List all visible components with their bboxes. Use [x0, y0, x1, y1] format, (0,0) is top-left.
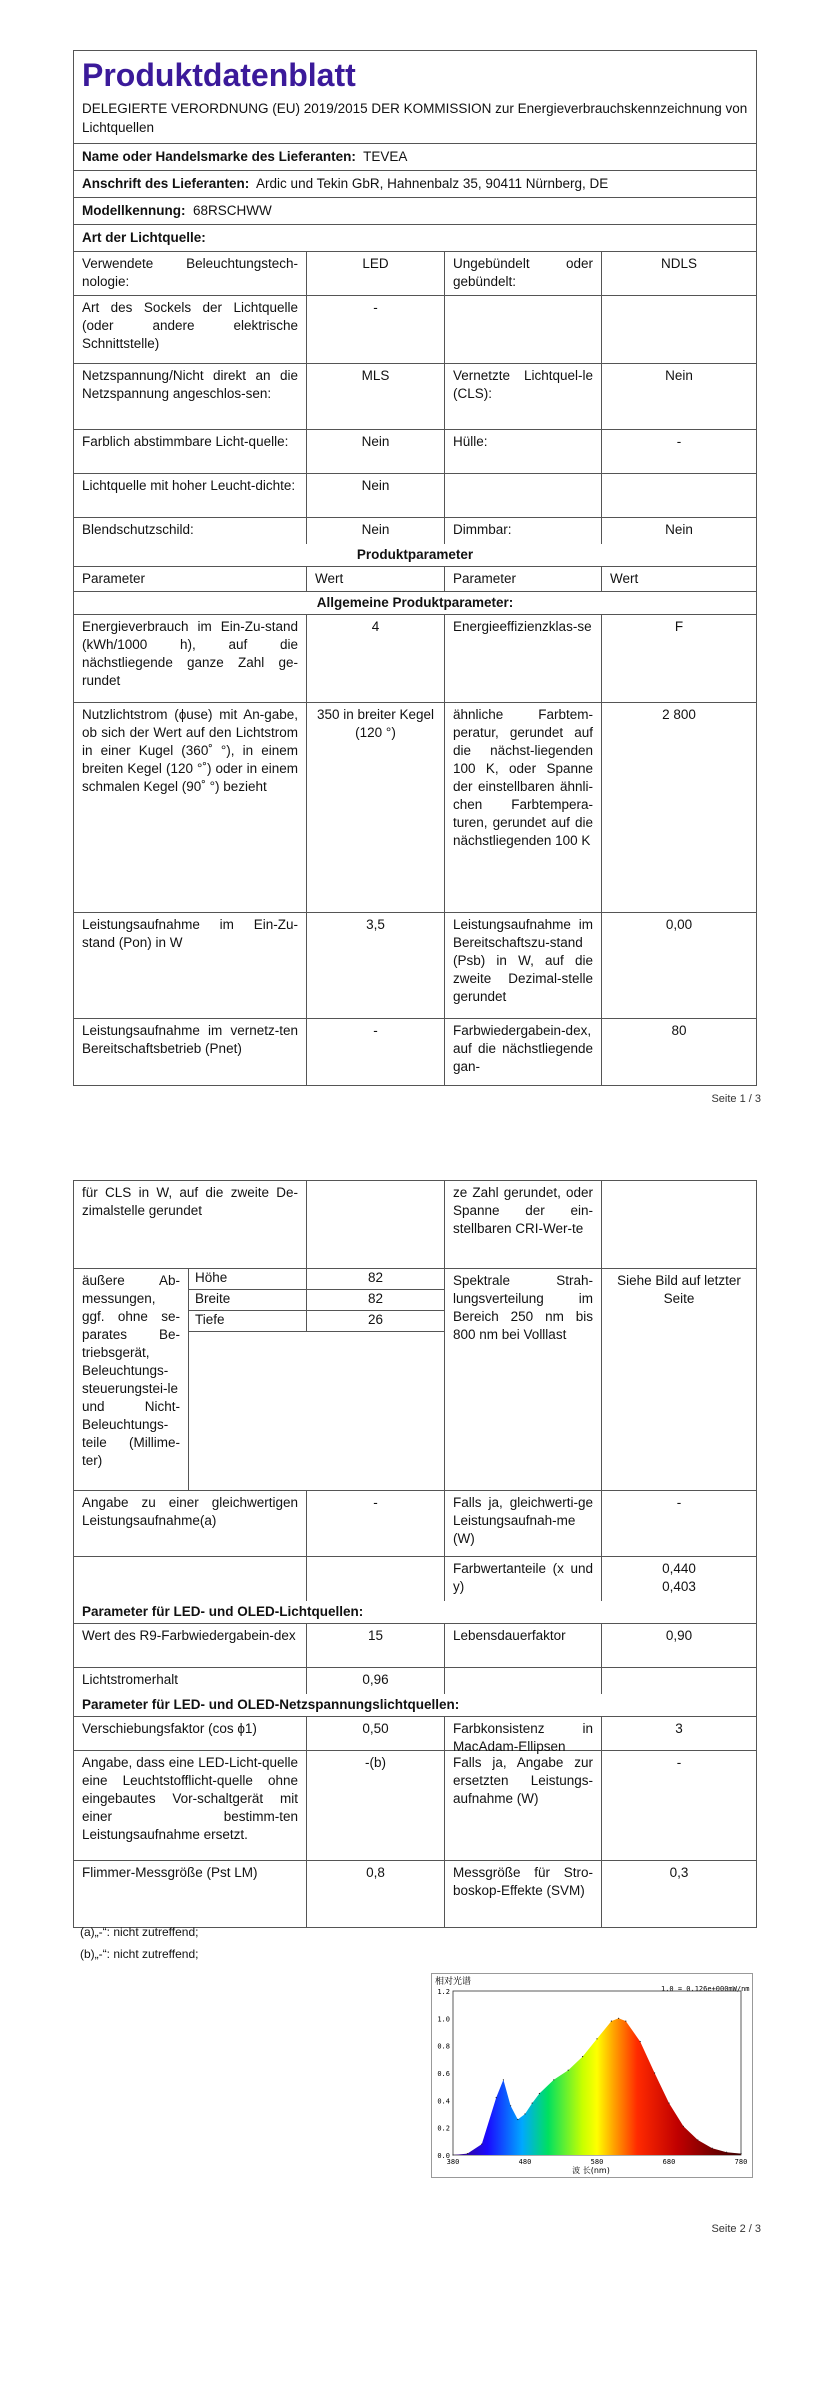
table-row — [74, 1019, 756, 1085]
value-left: LED — [307, 252, 445, 295]
page-2 — [0, 1130, 827, 2400]
led-params-heading: Parameter für LED- und OLED-Lichtquellen: — [82, 1604, 364, 1619]
hdr-param-1: Parameter — [74, 567, 307, 591]
value-left: 0,96 — [307, 1668, 445, 1694]
value-right: 0,3 — [669, 1865, 689, 1880]
value-right: - — [676, 434, 682, 449]
value-left: -(b) — [307, 1751, 445, 1860]
value-right: Nein — [665, 522, 693, 537]
y-tick-label: 0.6 — [437, 2070, 450, 2078]
table-row — [74, 913, 756, 1019]
y-tick-label: 0.0 — [437, 2152, 450, 2160]
value-right: - — [676, 1495, 682, 1510]
cont-value-2 — [602, 1181, 756, 1268]
value-left: 350 in breiter Kegel (120 °) — [307, 703, 445, 912]
spectrum-point — [503, 2079, 504, 2080]
page-number: Seite 1 / 3 — [711, 1093, 761, 1105]
value-left: Nein — [307, 518, 445, 544]
supplier-address-label: Anschrift des Lieferanten: — [82, 176, 250, 191]
y-tick-label: 1.2 — [437, 1988, 450, 1996]
value-left: - — [307, 1019, 445, 1085]
spectrum-point — [539, 2093, 540, 2094]
x-tick-label: 380 — [446, 2158, 460, 2166]
supplier-name-row — [74, 144, 756, 171]
spectrum-point — [640, 2041, 641, 2042]
dimension-label: Tiefe — [189, 1311, 307, 1331]
light-source-type-heading: Art der Lichtquelle: — [82, 230, 206, 245]
param-right — [445, 1668, 602, 1694]
param-right: Farbkonsistenz in MacAdam-Ellipsen — [445, 1717, 602, 1750]
dimension-value: 82 — [367, 1291, 384, 1306]
dimension-label: Höhe — [189, 1269, 307, 1289]
dimension-value: 26 — [367, 1312, 384, 1327]
table-row — [74, 364, 756, 430]
spectrum-point — [740, 2153, 741, 2154]
spectrum-point — [553, 2079, 554, 2080]
table-row — [74, 252, 756, 296]
spectrum-point — [618, 2018, 619, 2019]
x-tick-label: 580 — [590, 2158, 604, 2166]
spectrum-point — [568, 2070, 569, 2071]
param-right: Dimmbar: — [445, 518, 602, 544]
general-params-row — [74, 592, 756, 615]
y-tick-label: 0.2 — [437, 2124, 450, 2133]
spectrum-point — [496, 2097, 497, 2098]
led-params-row — [74, 1601, 756, 1624]
model-id: 68RSCHWW — [193, 203, 272, 218]
spectrum-value: Siehe Bild auf letzter Seite — [617, 1273, 741, 1306]
header-row — [74, 567, 756, 592]
cont-value-1 — [307, 1181, 445, 1268]
table-row — [74, 296, 756, 364]
model-row — [74, 198, 756, 225]
dimension-label: Breite — [189, 1290, 307, 1310]
param-left: Angabe, dass eine LED-Licht-quelle eine Leuchtstofflicht-quelle ohne eingebautes Vor-schaltgerät mit einer bestimm-ten Leistungsaufnahme ersetzt. — [74, 1751, 307, 1860]
param-left: Nutzlichtstrom (ϕuse) mit An-gabe, ob sich der Wert auf den Lichtstrom in einer Kugel (360˚ °), in einem breiten Kegel (120 °˚) oder in einem schmalen Kegel (90˚ °) bezieht — [74, 703, 307, 912]
param-right: Leistungsaufnahme im Bereitschaftszu-stand (Psb) in W, auf die zweite Dezimal-stelle gerundet — [445, 913, 602, 1018]
datasheet-table-page1 — [73, 50, 757, 1086]
value-left: - — [307, 1491, 445, 1556]
cont-param-1: für CLS in W, auf die zweite De-zimalstelle gerundet — [74, 1181, 307, 1268]
value-left — [307, 1557, 445, 1601]
param-right: Vernetzte Lichtquel-le (CLS): — [445, 364, 602, 429]
spectrum-point — [697, 2139, 698, 2140]
spectrum-point — [517, 2119, 518, 2120]
led-mains-params-heading: Parameter für LED- und OLED-Netzspannungslichtquellen: — [82, 1697, 460, 1712]
spectrum-point — [532, 2102, 533, 2103]
value-right: 80 — [671, 1023, 687, 1038]
value-right — [602, 474, 756, 517]
spectrum-point — [467, 2153, 468, 2154]
table-row — [74, 430, 756, 474]
table-row — [74, 1557, 756, 1601]
table-row — [74, 1668, 756, 1694]
dimension-row — [189, 1290, 444, 1311]
dimension-row — [189, 1269, 444, 1290]
table-row — [74, 703, 756, 913]
value-left: 4 — [307, 615, 445, 702]
param-right: Lebensdauerfaktor — [445, 1624, 602, 1667]
value-right: Nein — [665, 368, 693, 383]
general-params-rows — [74, 615, 756, 1085]
value-left: 3,5 — [307, 913, 445, 1018]
param-right: Farbwertanteile (x und y) — [445, 1557, 602, 1601]
param-left: Verwendete Beleuchtungstech-nologie: — [74, 252, 307, 295]
spectrum-point — [654, 2072, 655, 2073]
value-right: - — [676, 1755, 682, 1770]
dimensions-values — [189, 1269, 444, 1490]
spectrum-point — [726, 2152, 727, 2153]
product-params-row — [74, 544, 756, 567]
param-left: Angabe zu einer gleichwertigen Leistungsaufnahme(a) — [74, 1491, 307, 1556]
param-left: Leistungsaufnahme im Ein-Zu-stand (Pon) in W — [74, 913, 307, 1018]
light-source-type-row — [74, 225, 756, 252]
param-right: Falls ja, Angabe zur ersetzten Leistungs-aufnahme (W) — [445, 1751, 602, 1860]
spectrum-point — [524, 2113, 525, 2114]
spectrum-point — [712, 2148, 713, 2149]
spectrum-point — [481, 2143, 482, 2144]
datasheet-table-page2 — [73, 1180, 757, 1928]
dimension-row — [189, 1311, 444, 1332]
table-row — [74, 1717, 756, 1754]
value-left: MLS — [307, 364, 445, 429]
param-left: Energieverbrauch im Ein-Zu-stand (kWh/1000 h), auf die nächstliegende ganze Zahl ge-rundet — [74, 615, 307, 702]
param-left: Lichtstromerhalt — [74, 1668, 307, 1694]
table-row — [74, 1751, 756, 1861]
regulation-text: DELEGIERTE VERORDNUNG (EU) 2019/2015 DER KOMMISSION zur Energieverbrauchskennzeichnung von Lichtquellen — [82, 101, 748, 135]
supplier-address-row — [74, 171, 756, 198]
param-right: Falls ja, gleichwerti-ge Leistungsaufnah-me (W) — [445, 1491, 602, 1556]
value-right: NDLS — [660, 256, 697, 271]
cont-param-2: ze Zahl gerundet, oder Spanne der ein-stellbaren CRI-Wer-te — [445, 1181, 602, 1268]
value-left: Nein — [307, 474, 445, 517]
param-left: Art des Sockels der Lichtquelle (oder andere elektrische Schnittstelle) — [74, 296, 307, 363]
continued-row — [74, 1181, 756, 1269]
x-tick-label: 780 — [734, 2158, 748, 2166]
param-right: Energieeffizienzklas-se — [445, 615, 602, 702]
param-left: Wert des R9-Farbwiedergabein-dex — [74, 1624, 307, 1667]
page-1 — [0, 0, 827, 1130]
spectrum-point — [582, 2056, 583, 2057]
spectrum-chart — [431, 1973, 753, 2178]
dimension-value: 82 — [367, 1270, 384, 1285]
value-left: - — [307, 296, 445, 363]
page-number-2: Seite 2 / 3 — [711, 2223, 761, 2235]
value-left: 15 — [307, 1624, 445, 1667]
dimensions-row — [74, 1269, 756, 1491]
table-row — [74, 1624, 756, 1668]
title-row — [74, 51, 756, 144]
value-right — [602, 296, 756, 363]
param-left: Verschiebungsfaktor (cos ϕ1) — [74, 1717, 307, 1750]
x-tick-label: 680 — [662, 2158, 676, 2166]
param-left: Netzspannung/Nicht direkt an die Netzspannung angeschlos-sen: — [74, 364, 307, 429]
value-right: F — [674, 619, 684, 634]
table-row — [74, 1861, 756, 1927]
hdr-param-2: Parameter — [445, 567, 602, 591]
table-row — [74, 518, 756, 544]
y-tick-label: 0.8 — [437, 2042, 450, 2051]
page-title: Produktdatenblatt — [82, 57, 356, 93]
general-params-heading: Allgemeine Produktparameter: — [316, 595, 514, 610]
spectrum-point — [596, 2038, 597, 2039]
x-tick-label: 480 — [518, 2158, 532, 2166]
value-left: 0,8 — [307, 1861, 445, 1927]
value-right: 0,440 0,403 — [662, 1561, 696, 1594]
footnote-b: (b)„-“: nicht zutreffend; — [80, 1947, 199, 1961]
value-right: 0,00 — [665, 917, 693, 932]
hdr-value-1: Wert — [307, 567, 445, 591]
param-right — [445, 296, 602, 363]
param-left: Lichtquelle mit hoher Leucht-dichte: — [74, 474, 307, 517]
supplier-name: TEVEA — [363, 149, 408, 164]
param-right: Ungebündelt oder gebündelt: — [445, 252, 602, 295]
supplier-address: Ardic und Tekin GbR, Hahnenbalz 35, 90411 Nürnberg, DE — [256, 176, 609, 191]
value-right — [602, 1668, 756, 1694]
param-right — [445, 474, 602, 517]
spectrum-point — [625, 2020, 626, 2021]
dimensions-cell — [74, 1269, 445, 1490]
table-row — [74, 474, 756, 518]
value-right: 0,90 — [665, 1628, 693, 1643]
chart-legend: 1.0 = 0.126e+000mW/nm — [661, 1985, 750, 1993]
spectrum-point — [611, 2020, 612, 2021]
param-left: Flimmer-Messgröße (Pst LM) — [74, 1861, 307, 1927]
y-tick-label: 0.4 — [437, 2097, 450, 2106]
supplier-name-label: Name oder Handelsmarke des Lieferanten: — [82, 149, 356, 164]
equivalent-power-rows — [74, 1491, 756, 1601]
table-row — [74, 615, 756, 703]
model-label: Modellkennung: — [82, 203, 186, 218]
product-params-heading: Produktparameter — [356, 547, 474, 562]
param-right: ähnliche Farbtem-peratur, gerundet auf die nächst-liegenden 100 K, oder Spanne der einstellbaren ähnli-chen Farbtempera-turen, gerundet auf die nächstliegenden 100 K — [445, 703, 602, 912]
led-params-rows — [74, 1624, 756, 1694]
hdr-value-2: Wert — [610, 571, 639, 586]
light-source-rows — [74, 252, 756, 544]
value-left: Nein — [307, 430, 445, 473]
led-mains-params-row — [74, 1694, 756, 1717]
param-left: Blendschutzschild: — [74, 518, 307, 544]
table-row — [74, 1491, 756, 1557]
param-left: Farblich abstimmbare Licht-quelle: — [74, 430, 307, 473]
spectrum-point — [452, 2154, 453, 2155]
param-left: Leistungsaufnahme im vernetz-ten Bereitschaftsbetrieb (Pnet) — [74, 1019, 307, 1085]
spectrum-point — [668, 2102, 669, 2103]
param-right: Hülle: — [445, 430, 602, 473]
footnote-a: (a)„-“: nicht zutreffend; — [80, 1925, 199, 1939]
param-right: Messgröße für Stro-boskop-Effekte (SVM) — [445, 1861, 602, 1927]
value-right: 2 800 — [662, 707, 696, 722]
param-left — [74, 1557, 307, 1601]
chart-title: 相对光谱 — [435, 1977, 472, 1987]
dimensions-label: äußere Ab-messungen, ggf. ohne se-parates Be-triebsgerät, Beleuchtungs-steuerungstei-le und Nicht-Beleuchtungs-teile (Millime-ter) — [74, 1269, 189, 1490]
value-right: 3 — [675, 1721, 683, 1736]
spectrum-point — [683, 2126, 684, 2127]
spectrum-point — [510, 2105, 511, 2106]
y-tick-label: 1.0 — [437, 2015, 450, 2024]
led-mains-params-rows — [74, 1717, 756, 1927]
value-left: 0,50 — [307, 1717, 445, 1750]
chart-xlabel: 波 长(nm) — [572, 2166, 610, 2175]
param-right: Farbwiedergabein-dex, auf die nächstliegende gan- — [445, 1019, 602, 1085]
spectrum-label: Spektrale Strah-lungsverteilung im Bereich 250 nm bis 800 nm bei Volllast — [445, 1269, 602, 1490]
